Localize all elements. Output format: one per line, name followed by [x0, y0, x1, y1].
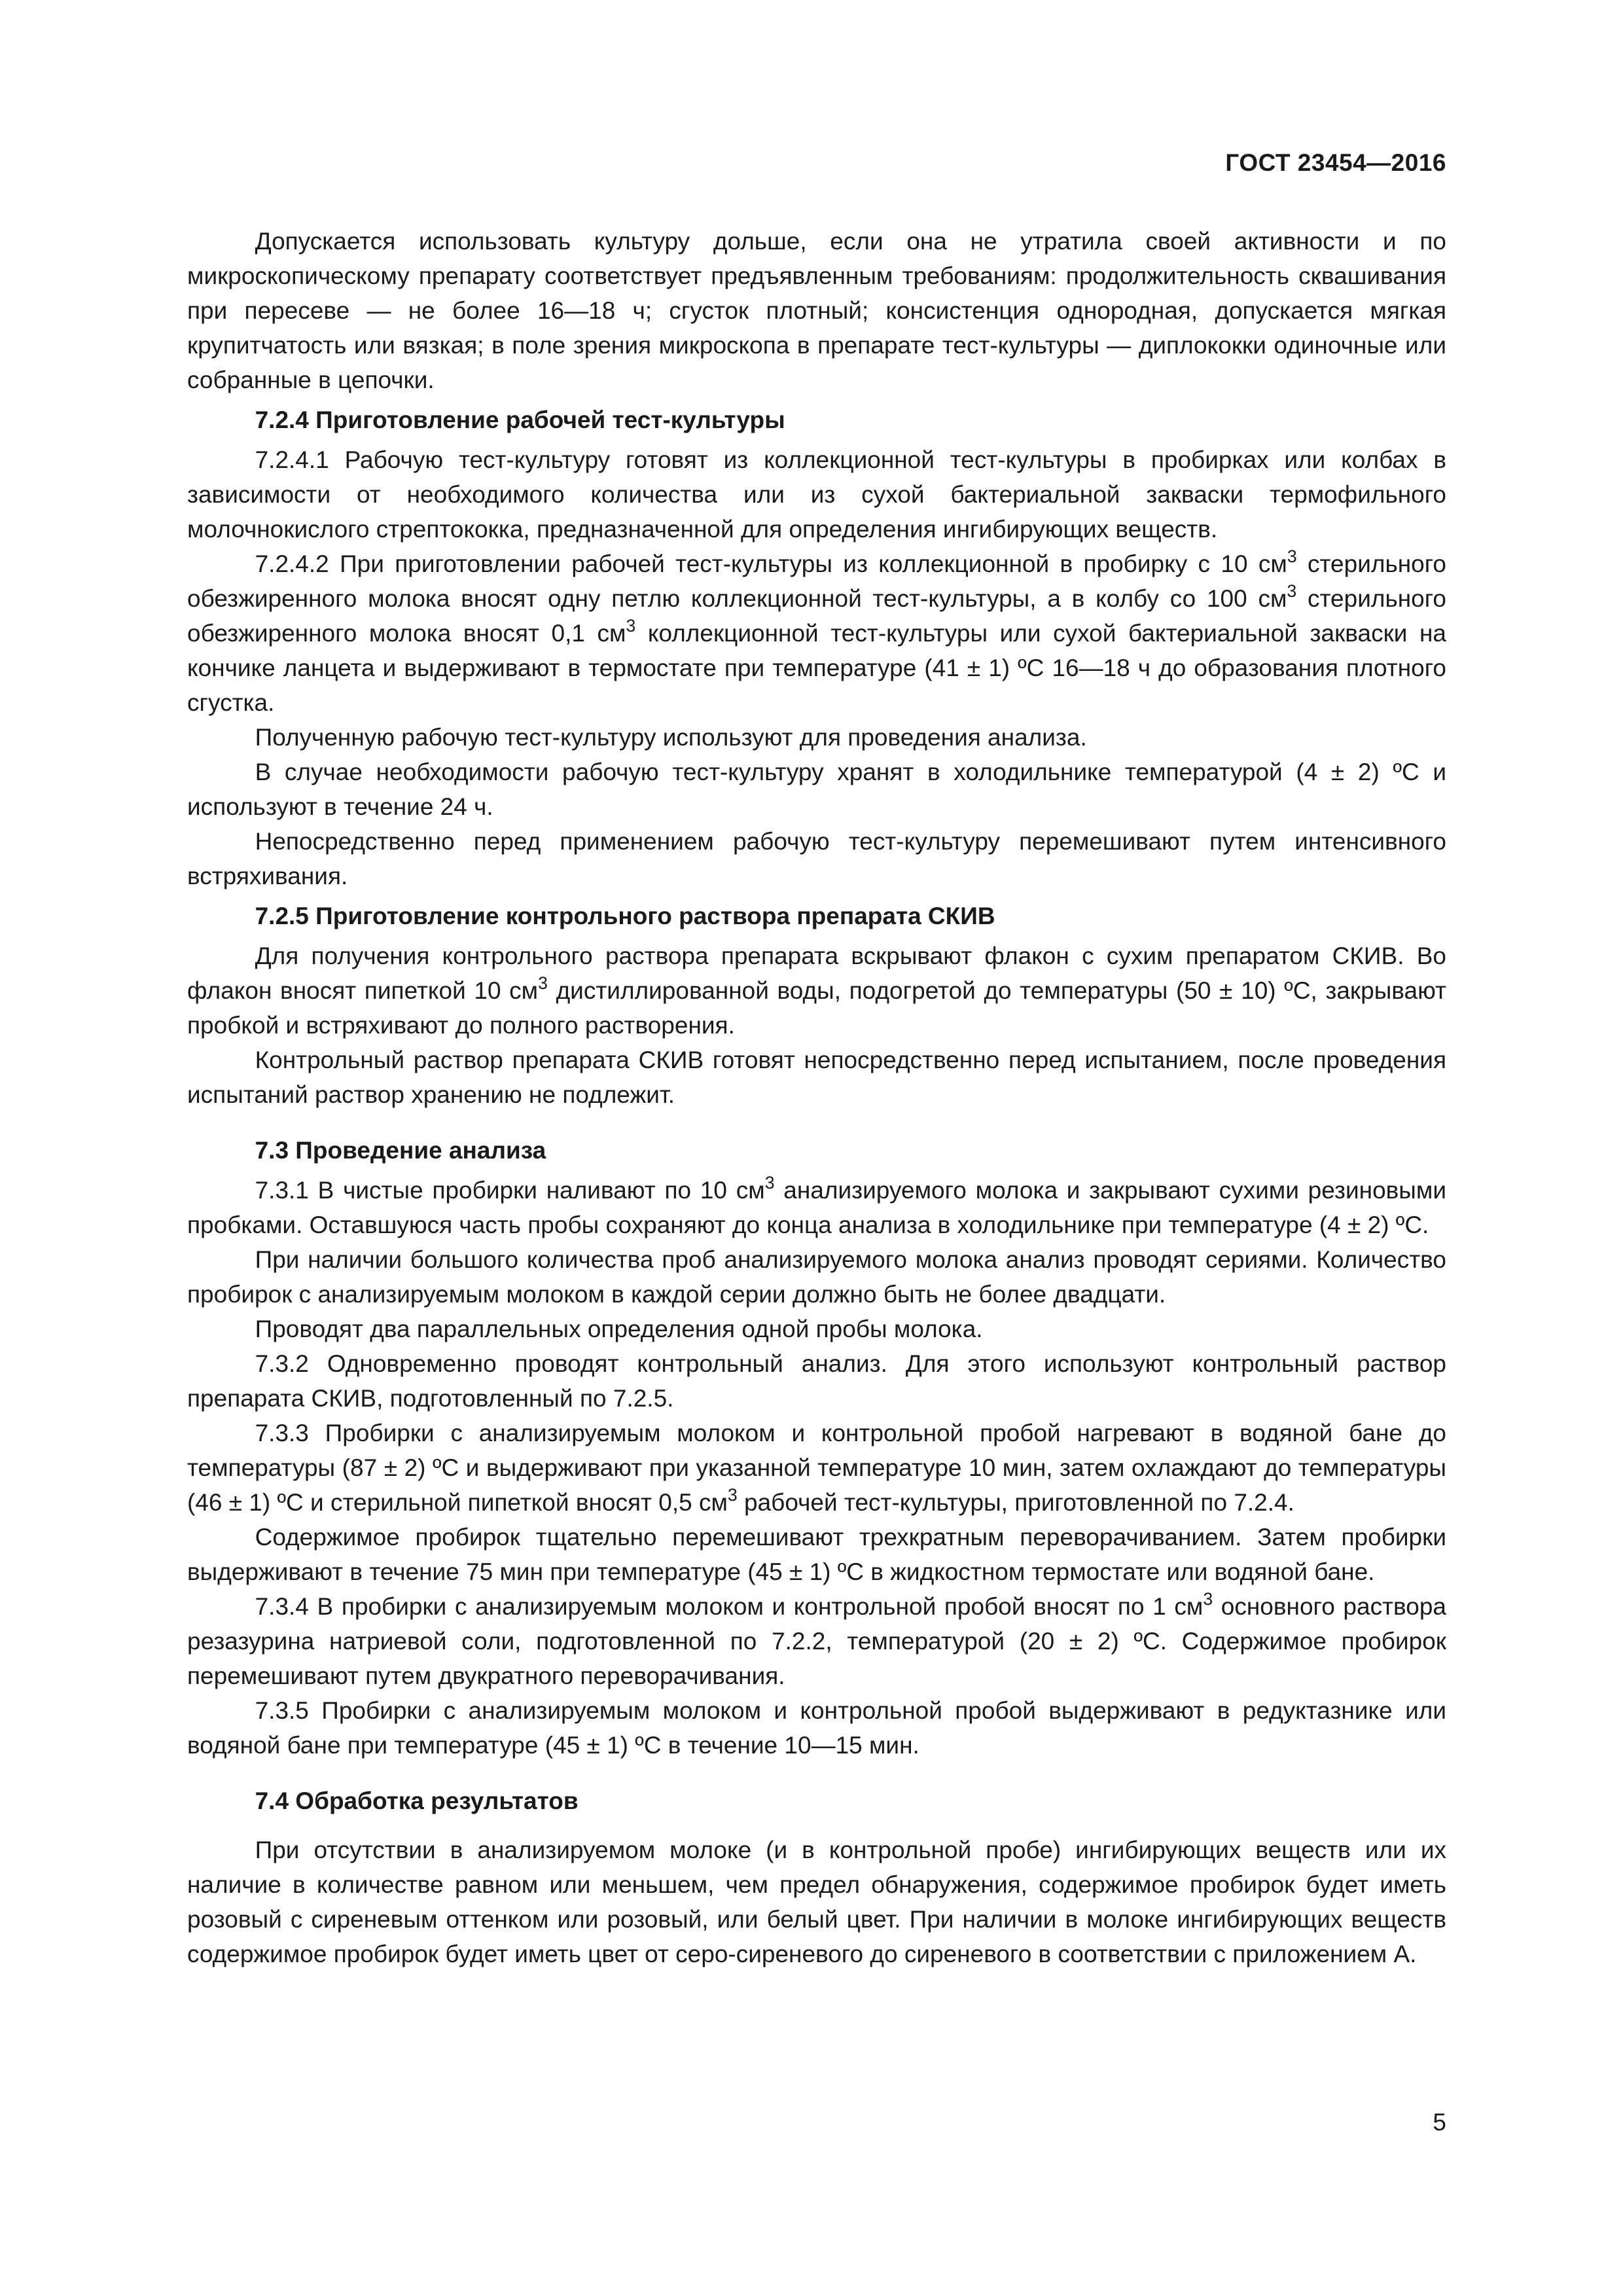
- text-segment: стерильного обезжиренного молока вносят 0,1 см: [187, 585, 1446, 647]
- paragraph-7-3-4: [187, 1589, 1446, 1693]
- paragraph-7-3-5: 7.3.5 Пробирки с анализируемым молоком и контрольной пробой выдерживают в редуктазнике или водяной бане при температуре (45 ± 1) ºС в течение 10—15 мин.: [187, 1697, 1446, 1759]
- text-segment: анализируемого молока и закрывают сухими резиновыми пробками. Оставшуюся часть пробы сохраняют до конца анализа в холодильнике при температуре (4 ± 2) ºС.: [187, 1177, 1446, 1238]
- paragraph-7-2-5-storage: Контрольный раствор препарата СКИВ готовят непосредственно перед испытанием, после проведения испытаний раствор хранению не подлежит.: [187, 1047, 1446, 1108]
- section-heading-7-2-4: 7.2.4 Приготовление рабочей тест-культуры: [255, 406, 785, 433]
- paragraph-7-3-2: 7.3.2 Одновременно проводят контрольный анализ. Для этого используют контрольный раствор препарата СКИВ, подготовленный по 7.2.5.: [187, 1350, 1446, 1412]
- text-segment: 7.3.4 В пробирки с анализируемым молоком и контрольной пробой вносят по 1 см: [255, 1593, 1204, 1620]
- section-heading-7-4: 7.4 Обработка результатов: [255, 1787, 579, 1814]
- paragraph-culture-storage: В случае необходимости рабочую тест-культуру хранят в холодильнике температурой (4 ± 2) ºС и используют в течение 24 ч.: [187, 759, 1446, 820]
- text-segment: 7.2.4.2 При приготовлении рабочей тест-культуры из коллекционной в пробирку с 10 см: [255, 550, 1287, 577]
- section-heading-7-3: 7.3 Проведение анализа: [255, 1137, 546, 1164]
- document-page: [187, 0, 1446, 2296]
- text-segment: 7.3.3 Пробирки с анализируемым молоком и контрольной пробой нагревают в водяной бане до температуры (87 ± 2) ºС и выдерживают при указанной температуре 10 мин, затем охлаждают до температуры (46 ± 1) ºС и стерильной пипеткой вносят 0,5 см: [187, 1420, 1446, 1516]
- superscript: 3: [538, 973, 548, 994]
- paragraph-7-3-3: [187, 1416, 1446, 1520]
- text-segment: дистиллированной воды, подогретой до температуры (50 ± 10) ºС, закрывают пробкой и встряхивают до полного растворения.: [187, 977, 1446, 1039]
- text-segment: коллекционной тест-культуры или сухой бактериальной закваски на кончике ланцета и выдерживают в термостате при температуре (41 ± 1) ºС 16—18 ч до образования плотного сгустка.: [187, 620, 1446, 716]
- text-segment: 7.3.1 В чистые пробирки наливают по 10 см: [255, 1177, 765, 1204]
- text-segment: рабочей тест-культуры, приготовленной по 7.2.4.: [737, 1489, 1294, 1516]
- paragraph-7-2-5-preparation: [187, 939, 1446, 1043]
- superscript: 3: [1287, 581, 1297, 601]
- document-body: [187, 224, 1446, 1971]
- document-header-standard-id: ГОСТ 23454—2016: [1225, 149, 1446, 176]
- paragraph-culture-usage: Допускается использовать культуру дольше, если она не утратила своей активности и по микроскопическому препарату соответствует предъявленным требованиям: продолжительность сквашивания при пересеве — не более 16—18 ч; сгусток плотный; консистенция однородная, допускается мягкая крупитчатость или вязкая; в поле зрения микроскопа в препарате тест-культуры — диплококки одиночные или собранные в цепочки.: [187, 228, 1446, 393]
- paragraph-7-3-1-parallel: Проводят два параллельных определения одной пробы молока.: [255, 1316, 983, 1342]
- text-segment: основного раствора резазурина натриевой соли, подготовленной по 7.2.2, температурой (20 ± 2) ºС. Содержимое пробирок перемешивают путем двукратного переворачивания.: [187, 1593, 1446, 1689]
- paragraph-culture-mixing: Непосредственно перед применением рабочую тест-культуру перемешивают путем интенсивного встряхивания.: [187, 828, 1446, 889]
- superscript: 3: [727, 1485, 738, 1505]
- section-heading-7-2-5: 7.2.5 Приготовление контрольного раствора препарата СКИВ: [255, 903, 995, 929]
- paragraph-7-3-3-mixing: Содержимое пробирок тщательно перемешивают трехкратным переворачиванием. Затем пробирки выдерживают в течение 75 мин при температуре (45 ± 1) ºС в жидкостном термостате или водяной бане.: [187, 1524, 1446, 1585]
- paragraph-7-3-1-series: При наличии большого количества проб анализируемого молока анализ проводят сериями. Количество пробирок с анализируемым молоком в каждой серии должно быть не более двадцати.: [187, 1246, 1446, 1308]
- text-segment: стерильного обезжиренного молока вносят одну петлю коллекционной тест-культуры, а в колбу со 100 см: [187, 550, 1446, 612]
- paragraph-7-2-4-2: [187, 547, 1446, 720]
- paragraph-7-3-1: [187, 1173, 1446, 1242]
- text-segment: Для получения контрольного раствора препарата вскрывают флакон с сухим препаратом СКИВ. Во флакон вносят пипеткой 10 см: [187, 942, 1446, 1004]
- paragraph-7-4-results: При отсутствии в анализируемом молоке (и в контрольной пробе) ингибирующих веществ или их наличие в количестве равном или меньшем, чем предел обнаружения, содержимое пробирок будет иметь розовый с сиреневым оттенком или розовый, или белый цвет. При наличии в молоке ингибирующих веществ содержимое пробирок будет иметь цвет от серо-сиреневого до сиреневого в соответствии с приложением А.: [187, 1837, 1446, 1967]
- superscript: 3: [764, 1173, 775, 1193]
- superscript: 3: [1203, 1589, 1213, 1609]
- superscript: 3: [1287, 547, 1297, 567]
- paragraph-7-2-4-1: 7.2.4.1 Рабочую тест-культуру готовят из коллекционной тест-культуры в пробирках или колбах в зависимости от необходимого количества или из сухой бактериальной закваски термофильного молочнокислого стрептококка, предназначенной для определения ингибирующих веществ.: [187, 446, 1446, 543]
- paragraph-culture-use: Полученную рабочую тест-культуру используют для проведения анализа.: [255, 724, 1087, 751]
- page-number: 5: [1433, 2109, 1446, 2136]
- superscript: 3: [626, 616, 636, 636]
